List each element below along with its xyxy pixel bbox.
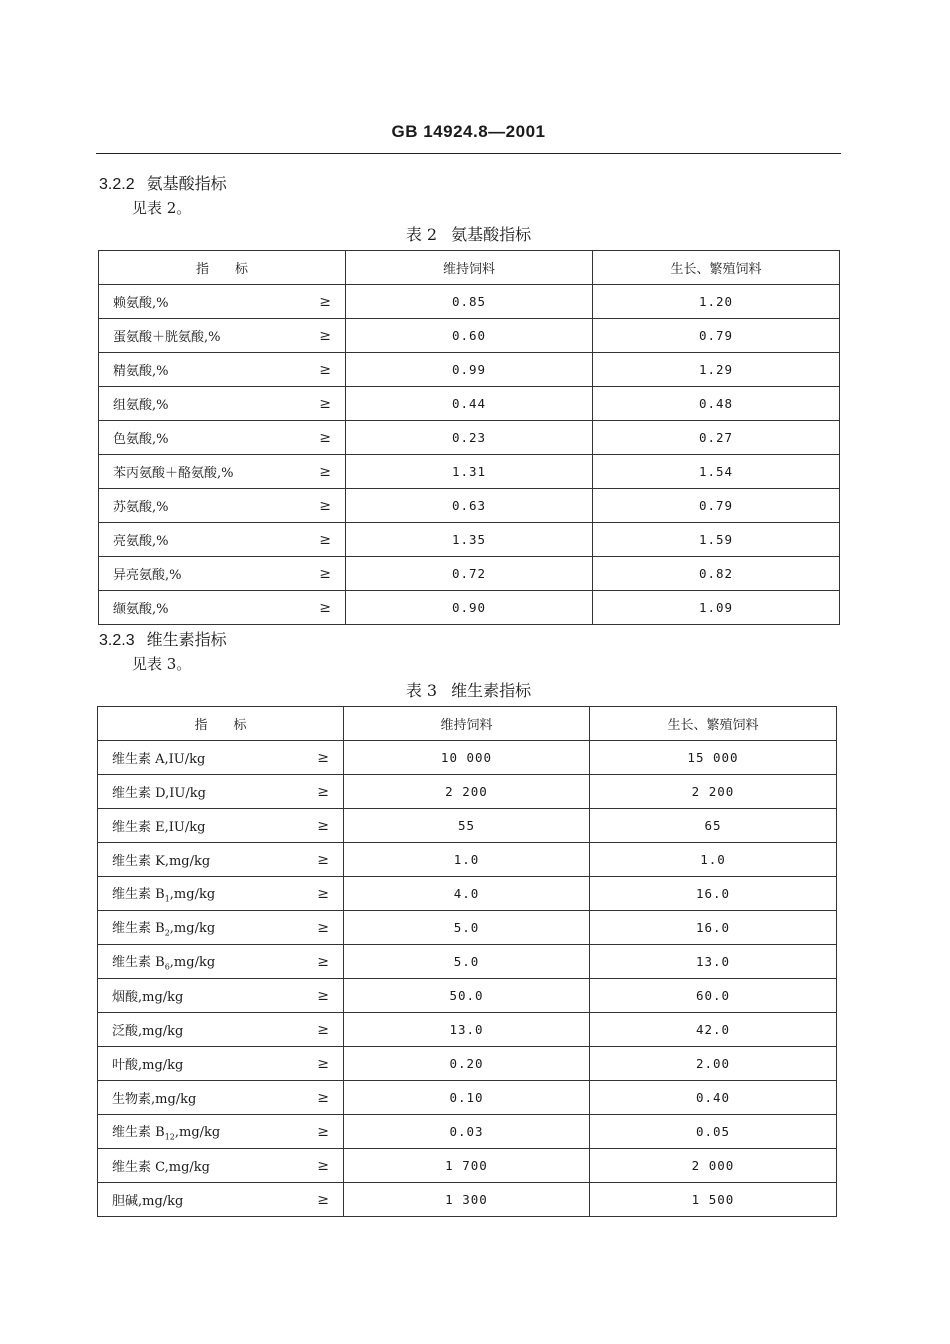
indicator-cell [99,285,346,319]
indicator-wrap [99,564,345,583]
indicator-name-text: 烟酸,mg/kg [112,990,184,1005]
indicator-name [112,782,206,801]
indicator-name-text: 叶酸,mg/kg [112,1058,184,1073]
table-row [98,1149,837,1183]
maintenance-value: 0.99 [346,353,593,387]
indicator-name-text: 色氨酸,% [113,432,169,447]
table-header-row [98,707,837,741]
document-header: GB 14924.8—2001 [391,122,546,141]
maintenance-value: 5.0 [344,911,590,945]
indicator-name [113,462,234,481]
table-row [98,741,837,775]
indicator-cell [99,591,346,625]
greater-equal-sign: ≥ [317,783,329,800]
indicator-cell [98,809,344,843]
growth-breeding-value: 1.59 [593,523,840,557]
indicator-wrap [99,598,345,617]
indicator-name-text: 维生素 B [112,1125,165,1141]
indicator-name [112,951,215,972]
indicator-wrap [98,951,343,972]
indicator-wrap [99,530,345,549]
indicator-name-text: 维生素 B [112,887,165,903]
indicator-name-text: 赖氨酸,% [113,296,169,311]
indicator-cell [98,741,344,775]
growth-breeding-value: 2.00 [590,1047,837,1081]
indicator-wrap [98,1121,343,1142]
growth-breeding-value: 65 [590,809,837,843]
greater-equal-sign: ≥ [319,531,331,548]
indicator-wrap [98,816,343,835]
table-row [99,285,840,319]
maintenance-value: 1 300 [344,1183,590,1217]
maintenance-value: 1.0 [344,843,590,877]
indicator-name-text: 蛋氨酸＋胱氨酸,% [113,330,221,345]
indicator-name-text: 组氨酸,% [113,398,169,413]
indicator-wrap [99,428,345,447]
greater-equal-sign: ≥ [317,885,329,902]
indicator-wrap [98,748,343,767]
indicator-name [113,292,169,311]
indicator-cell [98,1115,344,1149]
maintenance-value: 0.44 [346,387,593,421]
section-3-2-3-reference: 见表 3。 [132,655,192,673]
table-row [99,421,840,455]
table-3-caption [96,678,841,701]
greater-equal-sign: ≥ [317,1191,329,1208]
table-row [98,1013,837,1047]
greater-equal-sign: ≥ [317,953,329,970]
indicator-name-text: 缬氨酸,% [113,602,169,617]
indicator-cell [98,979,344,1013]
indicator-cell [98,775,344,809]
maintenance-value: 0.60 [346,319,593,353]
greater-equal-sign: ≥ [317,851,329,868]
table-2-caption [96,222,841,245]
indicator-name-text: 维生素 C,mg/kg [112,1160,210,1175]
table-row [98,911,837,945]
growth-breeding-value: 0.48 [593,387,840,421]
indicator-subscript: 6 [164,962,170,972]
indicator-name [113,360,169,379]
indicator-wrap [99,292,345,311]
indicator-subscript: 1 [164,894,170,904]
table-row [98,1081,837,1115]
header-maintenance-feed: 维持饲料 [344,707,590,741]
indicator-wrap [99,326,345,345]
table-row [98,1047,837,1081]
table-title: 氨基酸指标 [451,225,532,244]
maintenance-value: 1.35 [346,523,593,557]
table-row [99,455,840,489]
indicator-wrap [98,782,343,801]
maintenance-value: 0.63 [346,489,593,523]
table-2-amino-acids [98,250,840,625]
maintenance-value: 0.03 [344,1115,590,1149]
indicator-unit: ,mg/kg [169,921,216,937]
growth-breeding-value: 1.54 [593,455,840,489]
growth-breeding-value: 16.0 [590,877,837,911]
table-row [99,319,840,353]
table-row [99,557,840,591]
indicator-name [113,394,169,413]
maintenance-value: 0.72 [346,557,593,591]
indicator-wrap [98,917,343,938]
greater-equal-sign: ≥ [317,1055,329,1072]
maintenance-value: 10 000 [344,741,590,775]
indicator-name [113,496,169,515]
growth-breeding-value: 2 000 [590,1149,837,1183]
greater-equal-sign: ≥ [317,1021,329,1038]
section-title: 氨基酸指标 [146,174,227,193]
maintenance-value: 1.31 [346,455,593,489]
table-row [99,353,840,387]
indicator-wrap [98,1156,343,1175]
indicator-name [112,1054,183,1073]
growth-breeding-value: 0.79 [593,489,840,523]
indicator-name [113,530,169,549]
indicator-name [112,850,210,869]
indicator-wrap [99,496,345,515]
section-number: 3.2.3 [99,632,135,649]
greater-equal-sign: ≥ [317,987,329,1004]
indicator-cell [98,911,344,945]
indicator-cell [99,557,346,591]
indicator-name [112,1190,183,1209]
indicator-cell [99,353,346,387]
indicator-wrap [98,986,343,1005]
indicator-unit: ,mg/kg [174,1125,221,1141]
growth-breeding-value: 13.0 [590,945,837,979]
table-row [98,1183,837,1217]
growth-breeding-value: 15 000 [590,741,837,775]
maintenance-value: 50.0 [344,979,590,1013]
indicator-name-text: 维生素 E,IU/kg [112,820,206,835]
indicator-wrap [99,394,345,413]
indicator-name-text: 维生素 D,IU/kg [112,786,206,801]
table-row [98,843,837,877]
table-row [98,809,837,843]
indicator-name [112,986,183,1005]
indicator-cell [99,387,346,421]
indicator-name [112,883,215,904]
indicator-name [112,1020,183,1039]
table-row [99,387,840,421]
maintenance-value: 0.10 [344,1081,590,1115]
indicator-name-text: 异亮氨酸,% [113,568,182,583]
table-row [98,979,837,1013]
table-row [99,489,840,523]
indicator-wrap [98,1190,343,1209]
header-rule [96,153,841,154]
section-3-2-2-reference: 见表 2。 [132,199,192,217]
greater-equal-sign: ≥ [319,429,331,446]
growth-breeding-value: 0.79 [593,319,840,353]
indicator-name [112,1121,220,1142]
indicator-wrap [98,1088,343,1107]
growth-breeding-value: 42.0 [590,1013,837,1047]
indicator-name [113,564,182,583]
indicator-name [112,1088,196,1107]
greater-equal-sign: ≥ [319,327,331,344]
greater-equal-sign: ≥ [317,1123,329,1140]
indicator-cell [98,1047,344,1081]
section-3-2-3-heading [99,627,227,650]
growth-breeding-value: 0.40 [590,1081,837,1115]
greater-equal-sign: ≥ [317,1089,329,1106]
indicator-name [112,917,215,938]
indicator-cell [99,489,346,523]
maintenance-value: 1 700 [344,1149,590,1183]
table-row [98,775,837,809]
header-indicator: 指 标 [98,707,344,741]
indicator-unit: ,mg/kg [169,955,216,971]
maintenance-value: 0.85 [346,285,593,319]
indicator-cell [99,421,346,455]
header-indicator: 指 标 [99,251,346,285]
indicator-name [113,598,169,617]
maintenance-value: 0.23 [346,421,593,455]
indicator-name-text: 胆碱,mg/kg [112,1194,184,1209]
indicator-cell [98,1081,344,1115]
indicator-name-text: 精氨酸,% [113,364,169,379]
table-header-row [99,251,840,285]
maintenance-value: 0.90 [346,591,593,625]
header-growth-breeding-feed: 生长、繁殖饲料 [590,707,837,741]
table-3-vitamins [97,706,837,1217]
indicator-name [113,326,221,345]
header-growth-breeding-feed: 生长、繁殖饲料 [593,251,840,285]
indicator-name-text: 维生素 A,IU/kg [112,752,206,767]
indicator-unit: ,mg/kg [169,887,216,903]
growth-breeding-value: 0.82 [593,557,840,591]
maintenance-value: 55 [344,809,590,843]
maintenance-value: 4.0 [344,877,590,911]
greater-equal-sign: ≥ [317,1157,329,1174]
growth-breeding-value: 1.09 [593,591,840,625]
growth-breeding-value: 1.0 [590,843,837,877]
indicator-cell [98,1013,344,1047]
growth-breeding-value: 60.0 [590,979,837,1013]
section-3-2-2-heading [99,171,227,194]
section-number: 3.2.2 [99,176,135,193]
maintenance-value: 2 200 [344,775,590,809]
growth-breeding-value: 2 200 [590,775,837,809]
indicator-cell [98,1149,344,1183]
indicator-cell [99,455,346,489]
greater-equal-sign: ≥ [317,749,329,766]
indicator-name-text: 苏氨酸,% [113,500,169,515]
indicator-subscript: 2 [164,928,170,938]
indicator-cell [98,877,344,911]
growth-breeding-value: 1.20 [593,285,840,319]
indicator-cell [98,945,344,979]
indicator-name [112,748,205,767]
table-row [99,523,840,557]
greater-equal-sign: ≥ [319,293,331,310]
growth-breeding-value: 0.05 [590,1115,837,1149]
greater-equal-sign: ≥ [319,463,331,480]
indicator-name [112,816,205,835]
table-row [98,945,837,979]
table-row [99,591,840,625]
greater-equal-sign: ≥ [317,919,329,936]
growth-breeding-value: 1.29 [593,353,840,387]
table-title: 维生素指标 [451,681,532,700]
indicator-wrap [99,360,345,379]
indicator-name-text: 亮氨酸,% [113,534,169,549]
indicator-name [113,428,169,447]
indicator-name [112,1156,210,1175]
indicator-name-text: 维生素 B [112,955,165,971]
indicator-wrap [98,883,343,904]
indicator-cell [99,523,346,557]
table-label: 表 3 [405,681,438,700]
greater-equal-sign: ≥ [319,361,331,378]
maintenance-value: 13.0 [344,1013,590,1047]
table-row [98,1115,837,1149]
table-label: 表 2 [405,225,438,244]
section-title: 维生素指标 [146,630,227,649]
maintenance-value: 5.0 [344,945,590,979]
table-row [98,877,837,911]
greater-equal-sign: ≥ [317,817,329,834]
growth-breeding-value: 16.0 [590,911,837,945]
indicator-wrap [98,1054,343,1073]
indicator-wrap [98,1020,343,1039]
greater-equal-sign: ≥ [319,599,331,616]
maintenance-value: 0.20 [344,1047,590,1081]
greater-equal-sign: ≥ [319,497,331,514]
indicator-wrap [99,462,345,481]
indicator-wrap [98,850,343,869]
indicator-name-text: 泛酸,mg/kg [112,1024,184,1039]
growth-breeding-value: 1 500 [590,1183,837,1217]
indicator-cell [99,319,346,353]
indicator-name-text: 维生素 B [112,921,165,937]
greater-equal-sign: ≥ [319,395,331,412]
indicator-name-text: 维生素 K,mg/kg [112,854,211,869]
indicator-name-text: 生物素,mg/kg [112,1092,197,1107]
indicator-subscript: 12 [164,1132,175,1142]
indicator-cell [98,843,344,877]
indicator-name-text: 苯丙氨酸＋酪氨酸,% [113,466,234,481]
growth-breeding-value: 0.27 [593,421,840,455]
greater-equal-sign: ≥ [319,565,331,582]
header-maintenance-feed: 维持饲料 [346,251,593,285]
indicator-cell [98,1183,344,1217]
